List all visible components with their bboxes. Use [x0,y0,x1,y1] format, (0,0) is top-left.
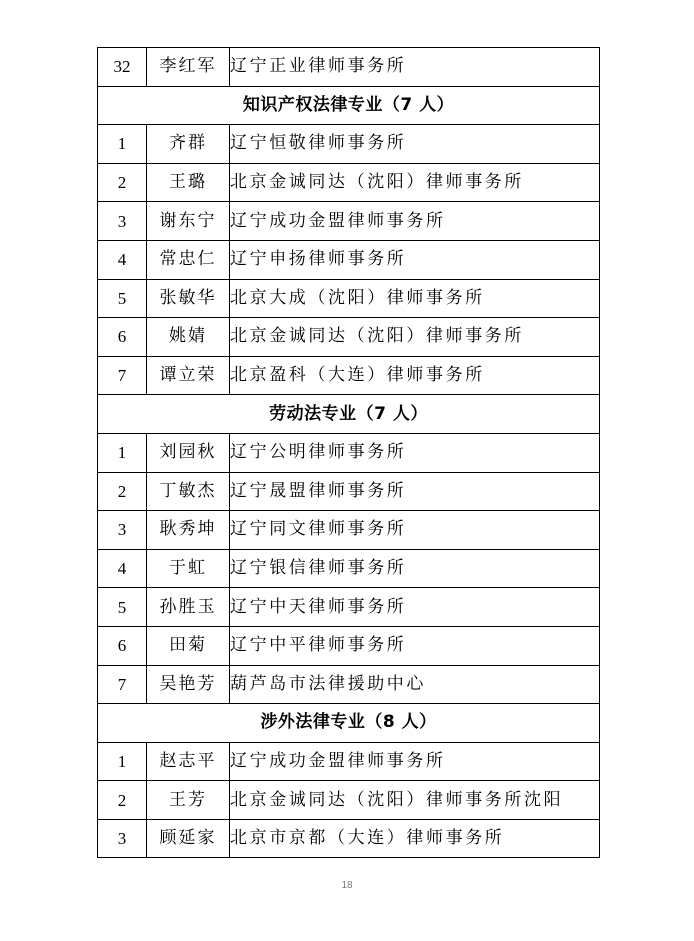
section-title: 涉外法律专业（8 人） [98,704,600,743]
lawyer-name: 谭立荣 [147,356,230,395]
page-number: 18 [341,880,353,891]
row-number: 6 [98,626,147,665]
lawyer-name: 王芳 [147,781,230,820]
law-firm: 辽宁申扬律师事务所 [230,240,600,279]
lawyer-name: 王璐 [147,163,230,202]
row-number: 2 [98,163,147,202]
table-row [98,318,600,357]
law-firm: 辽宁恒敬律师事务所 [230,125,600,164]
row-number: 3 [98,511,147,550]
law-firm: 北京市京都（大连）律师事务所 [230,819,600,858]
lawyer-name: 齐群 [147,125,230,164]
table-row [98,588,600,627]
section-header-row [98,704,600,743]
row-number: 5 [98,279,147,318]
table-row [98,472,600,511]
law-firm: 辽宁公明律师事务所 [230,433,600,472]
table-row [98,742,600,781]
row-number: 7 [98,665,147,704]
lawyer-name: 张敏华 [147,279,230,318]
table-row [98,626,600,665]
row-number: 1 [98,125,147,164]
table-row [98,781,600,820]
section-header-row [98,395,600,434]
row-number: 4 [98,549,147,588]
row-number: 1 [98,433,147,472]
table-row [98,356,600,395]
table-row [98,202,600,241]
lawyer-name: 丁敏杰 [147,472,230,511]
section-header-row [98,86,600,125]
law-firm: 辽宁同文律师事务所 [230,511,600,550]
law-firm: 北京盈科（大连）律师事务所 [230,356,600,395]
row-number: 7 [98,356,147,395]
row-number: 6 [98,318,147,357]
lawyer-name: 刘园秋 [147,433,230,472]
lawyer-name: 吴艳芳 [147,665,230,704]
section-title: 劳动法专业（7 人） [98,395,600,434]
lawyer-list-body [98,48,600,858]
row-number: 32 [98,48,147,87]
table-row [98,163,600,202]
table-row [98,240,600,279]
law-firm: 北京金诚同达（沈阳）律师事务所沈阳 [230,781,600,820]
table-row [98,48,600,87]
law-firm: 北京金诚同达（沈阳）律师事务所 [230,318,600,357]
table-row [98,549,600,588]
law-firm: 辽宁晟盟律师事务所 [230,472,600,511]
law-firm: 北京金诚同达（沈阳）律师事务所 [230,163,600,202]
table-row [98,125,600,164]
section-title: 知识产权法律专业（7 人） [98,86,600,125]
table-row [98,511,600,550]
row-number: 2 [98,472,147,511]
lawyer-name: 李红军 [147,48,230,87]
law-firm: 葫芦岛市法律援助中心 [230,665,600,704]
law-firm: 辽宁成功金盟律师事务所 [230,742,600,781]
lawyer-name: 孙胜玉 [147,588,230,627]
row-number: 3 [98,819,147,858]
lawyer-name: 于虹 [147,549,230,588]
row-number: 1 [98,742,147,781]
lawyer-name: 耿秀坤 [147,511,230,550]
law-firm: 辽宁成功金盟律师事务所 [230,202,600,241]
lawyer-name: 常忠仁 [147,240,230,279]
law-firm: 辽宁正业律师事务所 [230,48,600,87]
table-row [98,433,600,472]
lawyer-name: 顾延家 [147,819,230,858]
lawyer-name: 赵志平 [147,742,230,781]
row-number: 5 [98,588,147,627]
law-firm: 辽宁中天律师事务所 [230,588,600,627]
table-row [98,819,600,858]
law-firm: 辽宁中平律师事务所 [230,626,600,665]
law-firm: 辽宁银信律师事务所 [230,549,600,588]
lawyer-name: 田菊 [147,626,230,665]
law-firm: 北京大成（沈阳）律师事务所 [230,279,600,318]
lawyer-name: 谢东宁 [147,202,230,241]
table-row [98,279,600,318]
row-number: 4 [98,240,147,279]
lawyer-list-table [97,47,600,858]
row-number: 3 [98,202,147,241]
row-number: 2 [98,781,147,820]
table-row [98,665,600,704]
lawyer-name: 姚婧 [147,318,230,357]
